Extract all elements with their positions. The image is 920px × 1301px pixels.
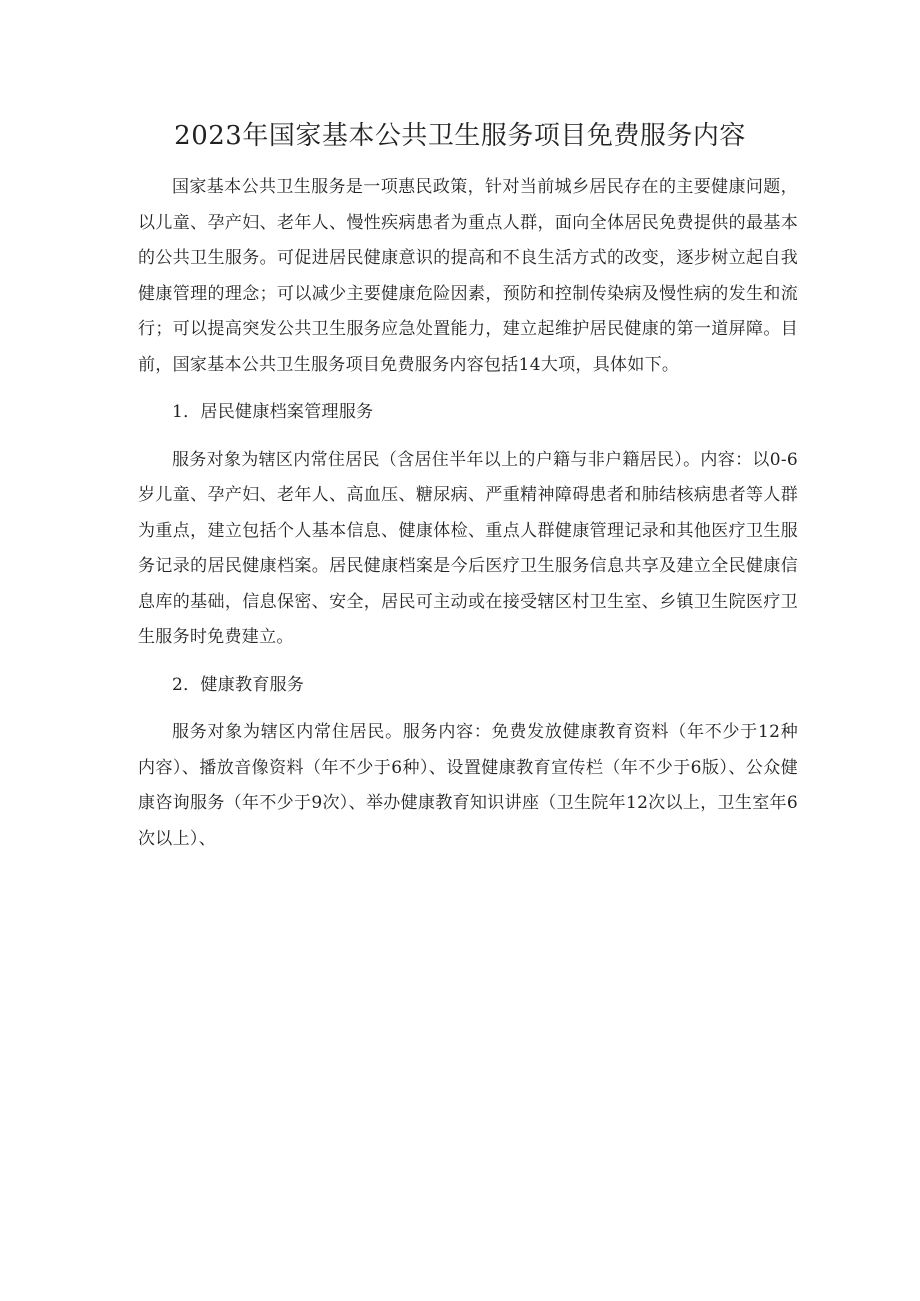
document-title: 2023年国家基本公共卫生服务项目免费服务内容 bbox=[174, 121, 746, 151]
section-heading-health-records: 1．居民健康档案管理服务 bbox=[172, 402, 374, 422]
section-body-health-records: 服务对象为辖区内常住居民（含居住半年以上的户籍与非户籍居民）。内容：以0-6岁儿童、孕产妇、老年人、高血压、糖尿病、严重精神障碍患者和肺结核病患者等人群为重点，建立包括个人基本信息、健康体检、重点人群健康管理记录和其他医疗卫生服务记录的居民健康档案。居民健康档案是今后医疗卫生服务信息共享及建立全民健康信息库的基础，信息保密、安全，居民可主动或在接受辖区村卫生室、乡镇卫生院医疗卫生服务时免费建立。 bbox=[138, 449, 798, 647]
intro-paragraph: 国家基本公共卫生服务是一项惠民政策，针对当前城乡居民存在的主要健康问题，以儿童、孕产妇、老年人、慢性疾病患者为重点人群，面向全体居民免费提供的最基本的公共卫生服务。可促进居民健康意识的提高和不良生活方式的改变，逐步树立起自我健康管理的理念；可以减少主要健康危险因素，预防和控制传染病及慢性病的发生和流行；可以提高突发公共卫生服务应急处置能力，建立起维护居民健康的第一道屏障。目前，国家基本公共卫生服务项目免费服务内容包括14大项，具体如下。 bbox=[138, 177, 798, 375]
section-body-health-education: 服务对象为辖区内常住居民。服务内容：免费发放健康教育资料（年不少于12种内容）、播放音像资料（年不少于6种）、设置健康教育宣传栏（年不少于6版）、公众健康咨询服务（年不少于9次）、举办健康教育知识讲座（卫生院年12次以上，卫生室年6次以上）、 bbox=[138, 722, 798, 849]
section-heading-health-education: 2．健康教育服务 bbox=[172, 674, 305, 695]
document-body bbox=[138, 170, 798, 857]
